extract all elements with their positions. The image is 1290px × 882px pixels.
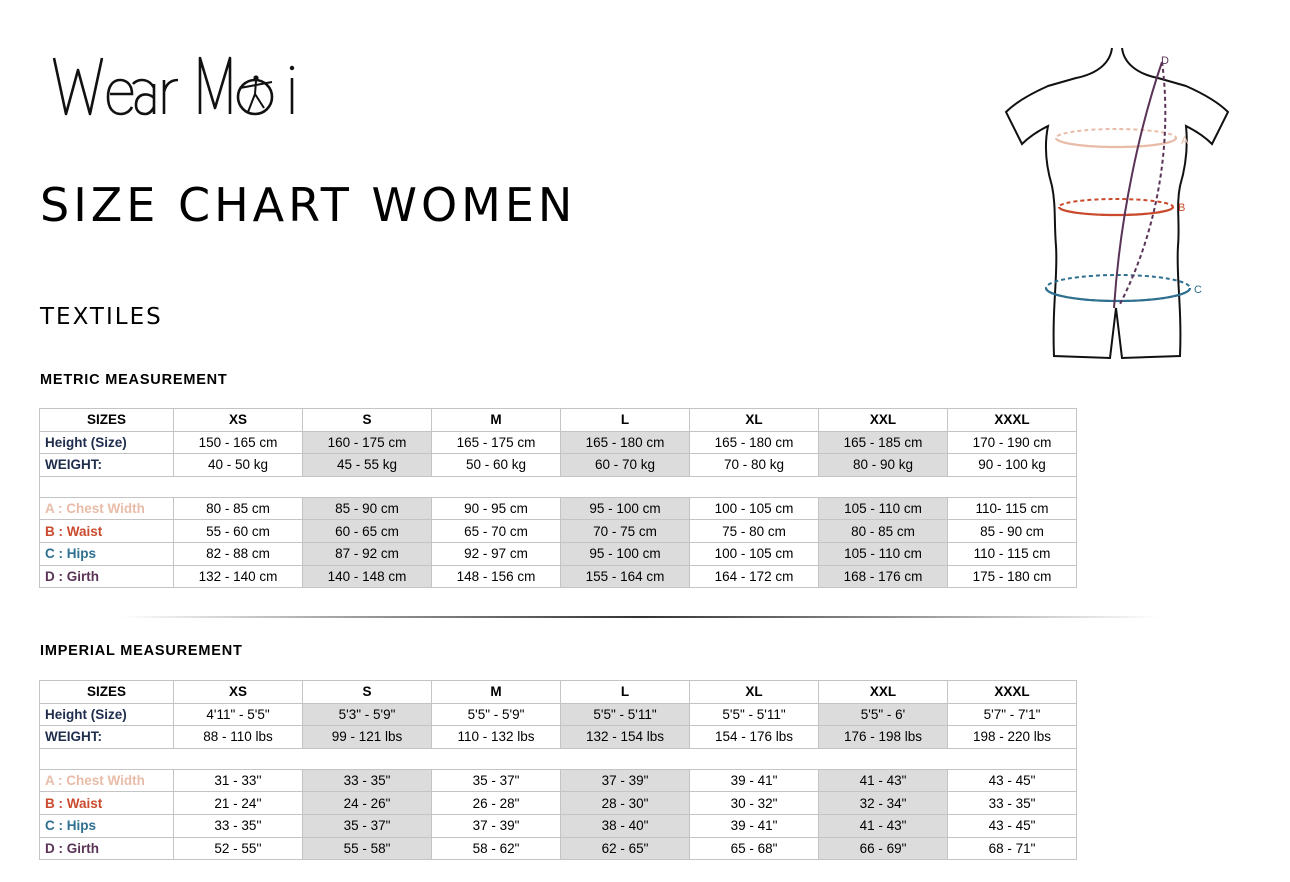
- table-cell: 164 - 172 cm: [690, 565, 819, 588]
- table-cell: 99 - 121 lbs: [303, 726, 432, 749]
- table-cell: 58 - 62": [432, 837, 561, 860]
- table-cell: 4'11" - 5'5": [174, 703, 303, 726]
- metric-size-table: [39, 408, 1077, 588]
- table-cell: 33 - 35": [948, 792, 1077, 815]
- body-measurement-diagram: [1000, 46, 1235, 364]
- table-cell: 165 - 185 cm: [819, 431, 948, 454]
- section-subtitle: TEXTILES: [40, 304, 163, 330]
- table-cell: 95 - 100 cm: [561, 542, 690, 565]
- table-cell: 31 - 33'': [174, 769, 303, 792]
- table-cell: 68 - 71": [948, 837, 1077, 860]
- row-label: Height (Size): [40, 703, 174, 726]
- table-cell: 62 - 65": [561, 837, 690, 860]
- table-row: [40, 769, 1077, 792]
- header-cell: XL: [690, 681, 819, 704]
- table-cell: 110 - 115 cm: [948, 542, 1077, 565]
- table-cell: 45 - 55 kg: [303, 454, 432, 477]
- row-label: C : Hips: [40, 814, 174, 837]
- table-cell: 21 - 24'': [174, 792, 303, 815]
- brand-logo: [50, 48, 310, 120]
- row-label: A : Chest Width: [40, 497, 174, 520]
- table-cell: 132 - 140 cm: [174, 565, 303, 588]
- table-cell: 50 - 60 kg: [432, 454, 561, 477]
- table-cell: 92 - 97 cm: [432, 542, 561, 565]
- label-b: B: [1178, 202, 1186, 214]
- row-label: B : Waist: [40, 792, 174, 815]
- table-cell: 28 - 30": [561, 792, 690, 815]
- row-label: D : Girth: [40, 565, 174, 588]
- spacer-row: [40, 476, 1077, 497]
- table-cell: 80 - 85 cm: [819, 520, 948, 543]
- table-cell: 176 - 198 lbs: [819, 726, 948, 749]
- header-cell: L: [561, 681, 690, 704]
- header-cell: XS: [174, 681, 303, 704]
- table-cell: 55 - 60 cm: [174, 520, 303, 543]
- table-cell: 70 - 80 kg: [690, 454, 819, 477]
- table-cell: 5'5" - 6': [819, 703, 948, 726]
- row-label: A : Chest Width: [40, 769, 174, 792]
- table-row: [40, 703, 1077, 726]
- table-cell: 37 - 39": [432, 814, 561, 837]
- table-cell: 40 - 50 kg: [174, 454, 303, 477]
- row-label: D : Girth: [40, 837, 174, 860]
- imperial-size-table: [39, 680, 1077, 860]
- header-cell: L: [561, 409, 690, 432]
- table-cell: 43 - 45": [948, 769, 1077, 792]
- header-cell: XXXL: [948, 409, 1077, 432]
- table-cell: 100 - 105 cm: [690, 542, 819, 565]
- table-cell: 5'5" - 5'9": [432, 703, 561, 726]
- table-cell: 5'7" - 7'1": [948, 703, 1077, 726]
- table-cell: 41 - 43": [819, 769, 948, 792]
- table-row: [40, 431, 1077, 454]
- header-cell: XXXL: [948, 681, 1077, 704]
- header-cell: S: [303, 409, 432, 432]
- table-cell: 52 - 55'': [174, 837, 303, 860]
- header-cell: SIZES: [40, 409, 174, 432]
- table-cell: 85 - 90 cm: [303, 497, 432, 520]
- table-cell: 80 - 90 kg: [819, 454, 948, 477]
- table-cell: 41 - 43": [819, 814, 948, 837]
- table-cell: 87 - 92 cm: [303, 542, 432, 565]
- table-cell: 55 - 58": [303, 837, 432, 860]
- table-cell: 175 - 180 cm: [948, 565, 1077, 588]
- header-cell: S: [303, 681, 432, 704]
- table-cell: 148 - 156 cm: [432, 565, 561, 588]
- table-cell: 90 - 95 cm: [432, 497, 561, 520]
- table-row: [40, 837, 1077, 860]
- table-row: [40, 814, 1077, 837]
- table-header-row: [40, 409, 1077, 432]
- table-cell: 165 - 175 cm: [432, 431, 561, 454]
- table-cell: 165 - 180 cm: [690, 431, 819, 454]
- header-cell: SIZES: [40, 681, 174, 704]
- table-cell: 70 - 75 cm: [561, 520, 690, 543]
- row-label: Height (Size): [40, 431, 174, 454]
- table-cell: 170 - 190 cm: [948, 431, 1077, 454]
- header-cell: M: [432, 409, 561, 432]
- table-cell: 155 - 164 cm: [561, 565, 690, 588]
- table-cell: 39 - 41": [690, 769, 819, 792]
- table-cell: 5'5" - 5'11": [561, 703, 690, 726]
- table-cell: 105 - 110 cm: [819, 497, 948, 520]
- table-cell: 30 - 32": [690, 792, 819, 815]
- metric-section-title: METRIC MEASUREMENT: [40, 372, 228, 388]
- label-d: D: [1161, 55, 1169, 67]
- row-label: WEIGHT:: [40, 454, 174, 477]
- table-cell: 100 - 105 cm: [690, 497, 819, 520]
- table-row: [40, 542, 1077, 565]
- table-cell: 60 - 65 cm: [303, 520, 432, 543]
- table-cell: 60 - 70 kg: [561, 454, 690, 477]
- table-cell: 26 - 28": [432, 792, 561, 815]
- table-cell: 66 - 69": [819, 837, 948, 860]
- table-cell: 90 - 100 kg: [948, 454, 1077, 477]
- page-title: SIZE CHART WOMEN: [40, 178, 577, 232]
- row-label: B : Waist: [40, 520, 174, 543]
- table-row: [40, 792, 1077, 815]
- table-cell: 80 - 85 cm: [174, 497, 303, 520]
- table-cell: 35 - 37": [303, 814, 432, 837]
- table-cell: 35 - 37": [432, 769, 561, 792]
- table-cell: 110- 115 cm: [948, 497, 1077, 520]
- table-cell: 140 - 148 cm: [303, 565, 432, 588]
- table-row: [40, 565, 1077, 588]
- section-divider: [120, 616, 1160, 618]
- row-label: WEIGHT:: [40, 726, 174, 749]
- table-cell: 65 - 68": [690, 837, 819, 860]
- table-cell: 110 - 132 lbs: [432, 726, 561, 749]
- header-cell: XXL: [819, 681, 948, 704]
- table-cell: 168 - 176 cm: [819, 565, 948, 588]
- table-cell: 75 - 80 cm: [690, 520, 819, 543]
- table-cell: 95 - 100 cm: [561, 497, 690, 520]
- row-label: C : Hips: [40, 542, 174, 565]
- table-cell: 82 - 88 cm: [174, 542, 303, 565]
- table-cell: 132 - 154 lbs: [561, 726, 690, 749]
- table-cell: 33 - 35": [303, 769, 432, 792]
- table-cell: 5'3" - 5'9": [303, 703, 432, 726]
- table-row: [40, 726, 1077, 749]
- table-cell: 43 - 45": [948, 814, 1077, 837]
- spacer-row: [40, 748, 1077, 769]
- table-cell: 33 - 35'': [174, 814, 303, 837]
- header-cell: XS: [174, 409, 303, 432]
- table-cell: 160 - 175 cm: [303, 431, 432, 454]
- header-cell: XL: [690, 409, 819, 432]
- table-cell: 5'5" - 5'11": [690, 703, 819, 726]
- table-cell: 198 - 220 lbs: [948, 726, 1077, 749]
- header-cell: M: [432, 681, 561, 704]
- table-cell: 24 - 26": [303, 792, 432, 815]
- table-cell: 38 - 40": [561, 814, 690, 837]
- imperial-section-title: IMPERIAL MEASUREMENT: [40, 643, 243, 659]
- header-cell: XXL: [819, 409, 948, 432]
- label-c: C: [1194, 284, 1202, 296]
- label-a: A: [1181, 135, 1189, 147]
- table-row: [40, 454, 1077, 477]
- table-cell: 65 - 70 cm: [432, 520, 561, 543]
- table-cell: 165 - 180 cm: [561, 431, 690, 454]
- table-cell: 32 - 34": [819, 792, 948, 815]
- table-row: [40, 497, 1077, 520]
- table-cell: 37 - 39": [561, 769, 690, 792]
- table-cell: 88 - 110 lbs: [174, 726, 303, 749]
- table-cell: 150 - 165 cm: [174, 431, 303, 454]
- table-cell: 154 - 176 lbs: [690, 726, 819, 749]
- table-cell: 85 - 90 cm: [948, 520, 1077, 543]
- table-cell: 39 - 41": [690, 814, 819, 837]
- table-cell: 105 - 110 cm: [819, 542, 948, 565]
- table-row: [40, 520, 1077, 543]
- table-header-row: [40, 681, 1077, 704]
